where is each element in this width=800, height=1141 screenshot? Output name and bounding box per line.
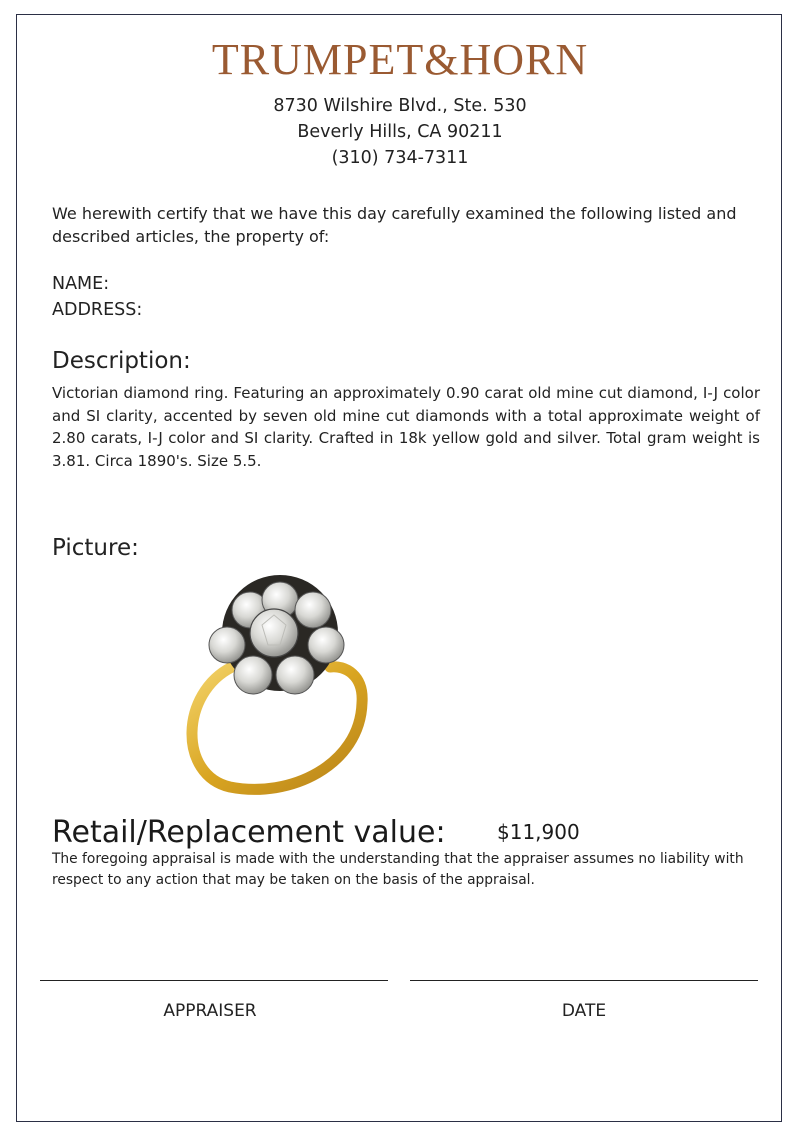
retail-value-label: Retail/Replacement value: (52, 815, 446, 850)
date-label: DATE (561, 1001, 607, 1021)
description-heading: Description: (52, 348, 191, 374)
address-line-2: Beverly Hills, CA 90211 (297, 122, 503, 142)
description-body: Victorian diamond ring. Featuring an approximately 0.90 carat old mine cut diamond, I-J color and SI clarity, accented by seven old mine cut diamonds with a total approximate weight of 2.80 carats, I-J color and SI clarity. Crafted in 18k yellow gold and silver. Total gram weight is 3.81. Circa 1890's. Size 5.5. (52, 384, 760, 470)
picture-heading: Picture: (52, 535, 139, 561)
ring-photo (150, 575, 380, 800)
disclaimer-text: The foregoing appraisal is made with the understanding that the appraiser assumes no liability with respect to any action that may be taken on the basis of the appraisal. (52, 851, 744, 888)
name-field-label: NAME: (52, 274, 110, 294)
address-line-1: 8730 Wilshire Blvd., Ste. 530 (273, 96, 527, 116)
brand-logo: TRUMPET&HORN (211, 35, 589, 84)
cluster-setting (209, 575, 344, 694)
address-field-label: ADDRESS: (52, 300, 143, 320)
certify-statement: We herewith certify that we have this day carefully examined the following listed and described articles, the property of: (52, 204, 737, 246)
retail-value-amount: $11,900 (497, 820, 580, 844)
phone-number: (310) 734-7311 (331, 148, 469, 168)
appraiser-signature-line[interactable] (40, 980, 388, 981)
document-border (16, 14, 782, 1122)
appraiser-label: APPRAISER (163, 1001, 257, 1021)
date-signature-line[interactable] (410, 980, 758, 981)
